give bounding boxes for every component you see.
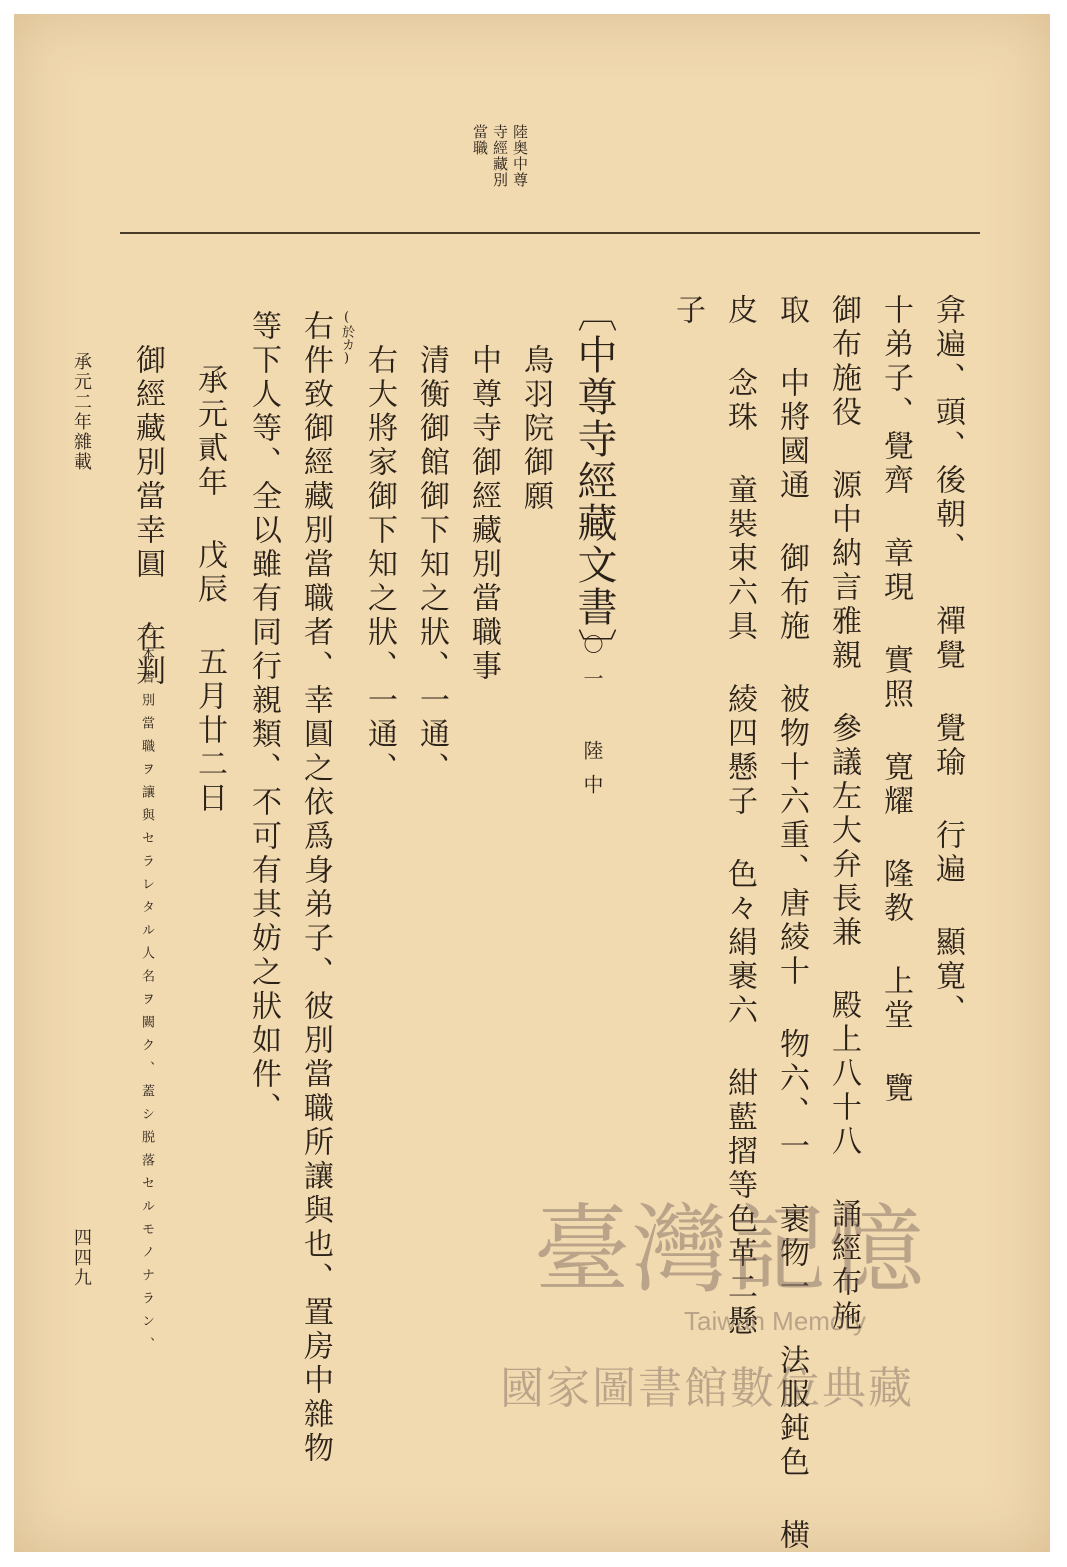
text-column-5: 皮 念珠 童裝束六具 綾四懸子 色々絹裹六 紺藍摺等色革二懸: [722, 294, 757, 1339]
section-number: 〇一 陸中: [580, 634, 604, 808]
running-footer: 承元二年雜載: [71, 352, 92, 472]
header-line-1: 陸奥中尊: [511, 124, 529, 188]
text-column-8: 中尊寺御經藏別當職事: [466, 344, 501, 684]
text-column-11: 右件致御經藏別當職者、幸圓之依爲身弟子、彼別當職所讓與也、置房中雜物: [298, 310, 333, 1466]
document-page: [14, 14, 1050, 1552]
text-column-4: 取 中將國通 御布施 被物十六重、唐綾十 物六、一 裹物一 法服鈍色 横: [774, 294, 809, 1553]
date-line: 承元貳年 戊辰 五月廿二日: [192, 364, 227, 816]
text-column-7: 鳥羽院御願: [518, 344, 553, 514]
text-column-12: 等下人等、全以雖有同行親類、不可有其妨之狀如件、: [246, 310, 281, 1126]
watermark-logo: 臺灣記憶: [534, 1194, 926, 1306]
text-column-2: 十弟子、覺齊 章現 實照 寛耀 隆教 上堂 覽: [878, 294, 913, 1106]
text-column-3: 御布施役 源中納言雅親 參議左大弁長兼 殿上八十八 誦經布施: [826, 294, 861, 1334]
signature-line: 御經藏別當幸圓 在判: [130, 344, 165, 689]
annotation-note: (於カ): [339, 310, 354, 366]
text-column-10: 右大將家御下知之狀、一通、: [362, 344, 397, 786]
watermark-latin: Taiwan Memory: [684, 1306, 867, 1336]
header-rule: [120, 232, 980, 234]
text-column-1: 弇遍、頭、後朝、 禪覺 覺瑜 行遍 顯寛、: [930, 294, 965, 1028]
section-title: 〔中尊寺經藏文書〕: [571, 292, 617, 670]
header-line-3: 當職: [471, 124, 489, 156]
text-column-9: 清衡御館御下知之狀、一通、: [414, 344, 449, 786]
page-number: 四四九: [71, 1228, 92, 1288]
text-column-6: 子: [670, 294, 705, 328]
editor-note: 〇本書別當職ヲ讓與セラレタル人名ヲ闕ク、蓋シ脱落セルモノナラン、: [139, 624, 154, 1360]
watermark-caption: 國家圖書館數位典藏: [500, 1364, 914, 1413]
header-line-2: 寺經藏別: [491, 124, 509, 188]
